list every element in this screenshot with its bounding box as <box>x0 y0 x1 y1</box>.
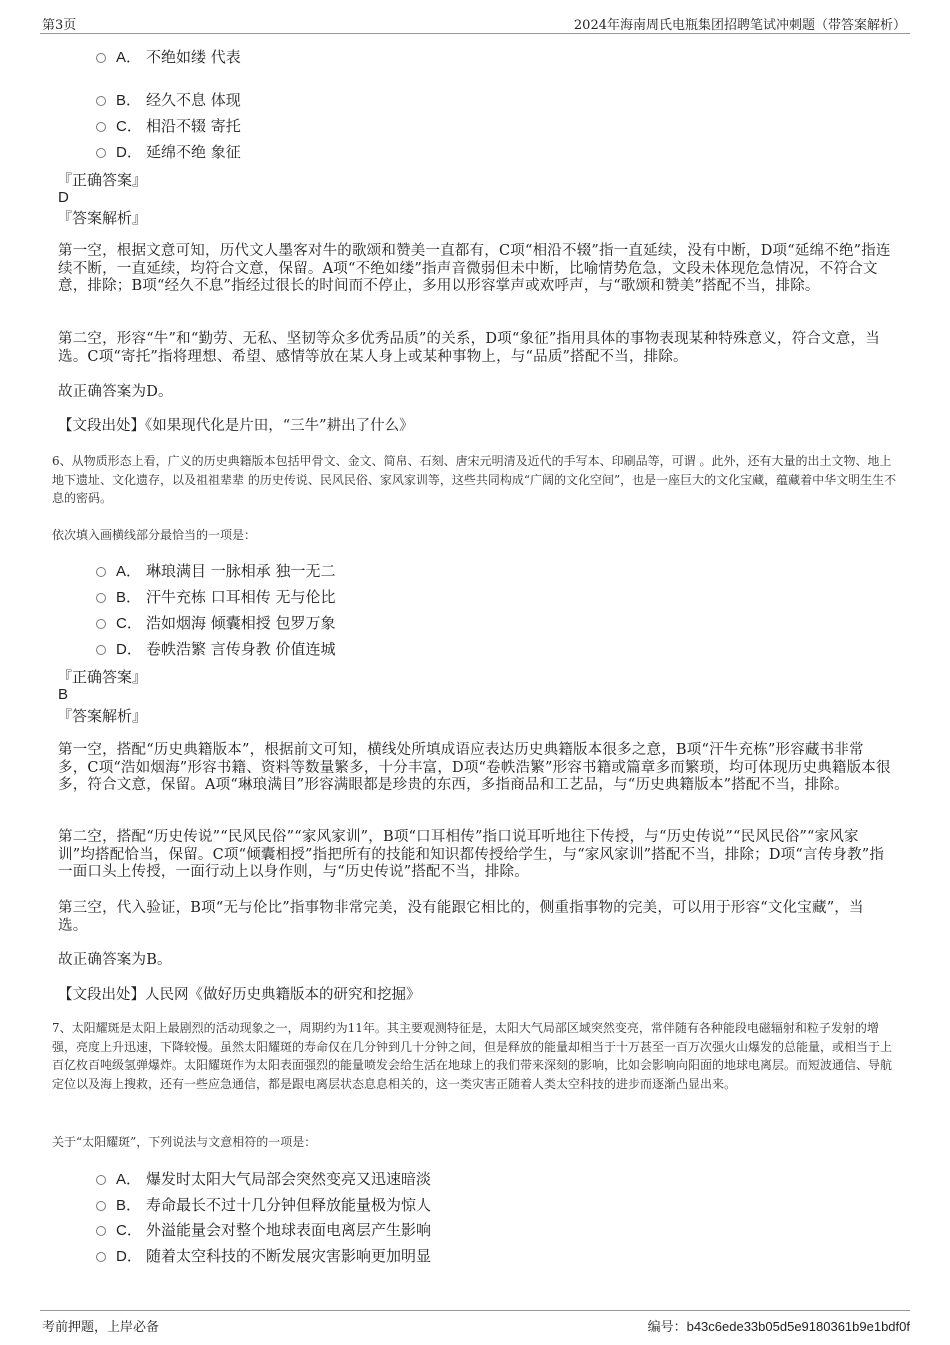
document-code-label: 编号： <box>647 1319 687 1334</box>
q6-analysis-conclusion: 故正确答案为B。 <box>58 952 172 968</box>
page-header <box>40 12 910 34</box>
q5-answer-label: 『正确答案』 <box>57 171 148 189</box>
radio-icon[interactable] <box>96 645 106 655</box>
q5-analysis-label: 『答案解析』 <box>57 209 148 227</box>
q5-source: 【文段出处】《如果现代化是片田，“三牛”耕出了什么》 <box>58 418 414 434</box>
q7-option-c[interactable]: C． 外溢能量会对整个地球表面电离层产生影响 <box>96 1220 431 1240</box>
radio-icon[interactable] <box>96 53 106 63</box>
q6-source: 【文段出处】人民网《做好历史典籍版本的研究和挖掘》 <box>58 987 421 1003</box>
document-code <box>648 1316 910 1335</box>
q6-analysis-paragraph-2: 第二空，搭配“历史传说”“民风民俗”“家风家训”，B项“口耳相传”指口说耳听地往下传授，与“历史传说”“民风民俗”“家风家训”均搭配恰当，保留。C项“倾囊相授”指把所有的技能和知识都传授给学生，与“家风家训”搭配不当，排除；D项“言传身教”指一面口头上传授，一面行动上以身作则，与“历史传说”搭配不当，排除。 <box>58 829 885 880</box>
q7-prompt: 关于“太阳耀斑”，下列说法与文意相符的一项是： <box>52 1135 317 1149</box>
footer-slogan: 考前押题，上岸必备 <box>42 1320 160 1335</box>
q6-option-d[interactable]: D． 卷帙浩繁 言传身教 价值连城 <box>96 639 336 659</box>
q5-analysis-paragraph-1: 第一空，根据文意可知，历代文人墨客对牛的歌颂和赞美一直都有，C项“相沿不辍”指一直延续，没有中断，D项“延绵不绝”指连续不断，一直延续，均符合文意，保留。A项“不绝如缕”指声音微弱但未中断，比喻情势危急，文段未体现危急情况，不符合文意，排除；B项“经久不息”指经过很长的时间而不停止，多用以形容掌声或欢呼声，与“歌颂和赞美”搭配不当，排除。 <box>58 243 891 294</box>
q5-analysis-conclusion: 故正确答案为D。 <box>58 384 173 400</box>
document-title: 2024年海南周氏电瓶集团招聘笔试冲刺题（带答案解析） <box>573 18 906 33</box>
radio-icon[interactable] <box>96 1175 106 1185</box>
radio-icon[interactable] <box>96 567 106 577</box>
q6-option-b[interactable]: B． 汗牛充栋 口耳相传 无与伦比 <box>96 587 336 607</box>
q6-question-text: 6、从物质形态上看，广义的历史典籍版本包括甲骨文、金文、简帛、石刻、唐宋元明清及近代的手写本、印刷品等，可谓 。此外，还有大量的出土文物、地上地下遗址、文化遗存，以及祖祖辈辈 的历史传说、民风民俗、家风家训等，这些共同构成“广阔的文化空间”，也是一座巨大的文化宝藏，蕴藏着中华文明生生不息的密码。 <box>52 454 897 505</box>
q5-option-a[interactable]: A． 不绝如缕 代表 <box>96 47 241 67</box>
q7-option-d[interactable]: D． 随着太空科技的不断发展灾害影响更加明显 <box>96 1246 431 1266</box>
q7-option-b[interactable]: B． 寿命最长不过十几分钟但释放能量极为惊人 <box>96 1195 431 1215</box>
q6-prompt: 依次填入画横线部分最恰当的一项是： <box>52 528 257 542</box>
radio-icon[interactable] <box>96 1252 106 1262</box>
q6-answer-label: 『正确答案』 <box>57 668 148 686</box>
q7-question-text: 7、太阳耀斑是太阳上最剧烈的活动现象之一，周期约为11年。其主要观测特征是，太阳大气局部区域突然变亮，常伴随有各种能段电磁辐射和粒子发射的增强，亮度上升迅速，下降较慢。虽然太阳耀斑的寿命仅在几分钟到几十分钟之间，但是释放的能量却相当于十万甚至一百万次强火山爆发的总能量，或相当于上百亿枚百吨级氢弹爆炸。太阳耀斑作为太阳表面强烈的能量喷发会给生活在地球上的我们带来深刻的影响，比如会影响向阳面的地球电离层。而短波通信、导航定位以及海上搜救，还有一些应急通信，都是跟电离层状态息息相关的，这一类灾害正随着人类太空科技的进步而逐渐凸显出来。 <box>52 1021 893 1091</box>
q6-analysis-paragraph-3: 第三空，代入验证，B项“无与伦比”指事物非常完美，没有能跟它相比的，侧重指事物的完美，可以用于形容“文化宝藏”，当选。 <box>58 900 864 934</box>
q6-analysis-label: 『答案解析』 <box>57 707 148 725</box>
q6-option-c[interactable]: C． 浩如烟海 倾囊相授 包罗万象 <box>96 613 336 633</box>
q6-answer: B <box>58 686 69 703</box>
q5-option-c[interactable]: C． 相沿不辍 寄托 <box>96 116 241 136</box>
radio-icon[interactable] <box>96 619 106 629</box>
q5-analysis-paragraph-2: 第二空，形容“牛”和“勤劳、无私、坚韧等众多优秀品质”的关系，D项“象征”指用具体的事物表现某种特殊意义，符合文意，当选。C项“寄托”指将理想、希望、感情等放在某人身上或某种事物上，与“品质”搭配不当，排除。 <box>58 331 880 365</box>
q5-answer: D <box>58 189 69 206</box>
q5-option-b[interactable]: B． 经久不息 体现 <box>96 90 241 110</box>
radio-icon[interactable] <box>96 96 106 106</box>
page-footer <box>40 1310 910 1336</box>
q6-analysis-paragraph-1: 第一空，搭配“历史典籍版本”，根据前文可知，横线处所填成语应表达历史典籍版本很多之意，B项“汗牛充栋”形容藏书非常多，C项“浩如烟海”形容书籍、资料等数量繁多，十分丰富，D项“卷帙浩繁”形容书籍或篇章多而繁琐，均可体现历史典籍版本很多，符合文意，保留。A项“琳琅满目”形容满眼都是珍贵的东西，多指商品和工艺品，与“历史典籍版本”搭配不当，排除。 <box>58 742 891 793</box>
document-code-value: b43c6ede33b05d5e9180361b9e1bdf0f <box>686 1319 910 1334</box>
radio-icon[interactable] <box>96 122 106 132</box>
q7-option-a[interactable]: A． 爆发时太阳大气局部会突然变亮又迅速暗淡 <box>96 1169 431 1189</box>
q6-option-a[interactable]: A． 琳琅满目 一脉相承 独一无二 <box>96 561 336 581</box>
radio-icon[interactable] <box>96 593 106 603</box>
q5-option-d[interactable]: D． 延绵不绝 象征 <box>96 142 241 162</box>
radio-icon[interactable] <box>96 1226 106 1236</box>
radio-icon[interactable] <box>96 148 106 158</box>
page-number: 第3页 <box>42 18 77 33</box>
radio-icon[interactable] <box>96 1201 106 1211</box>
